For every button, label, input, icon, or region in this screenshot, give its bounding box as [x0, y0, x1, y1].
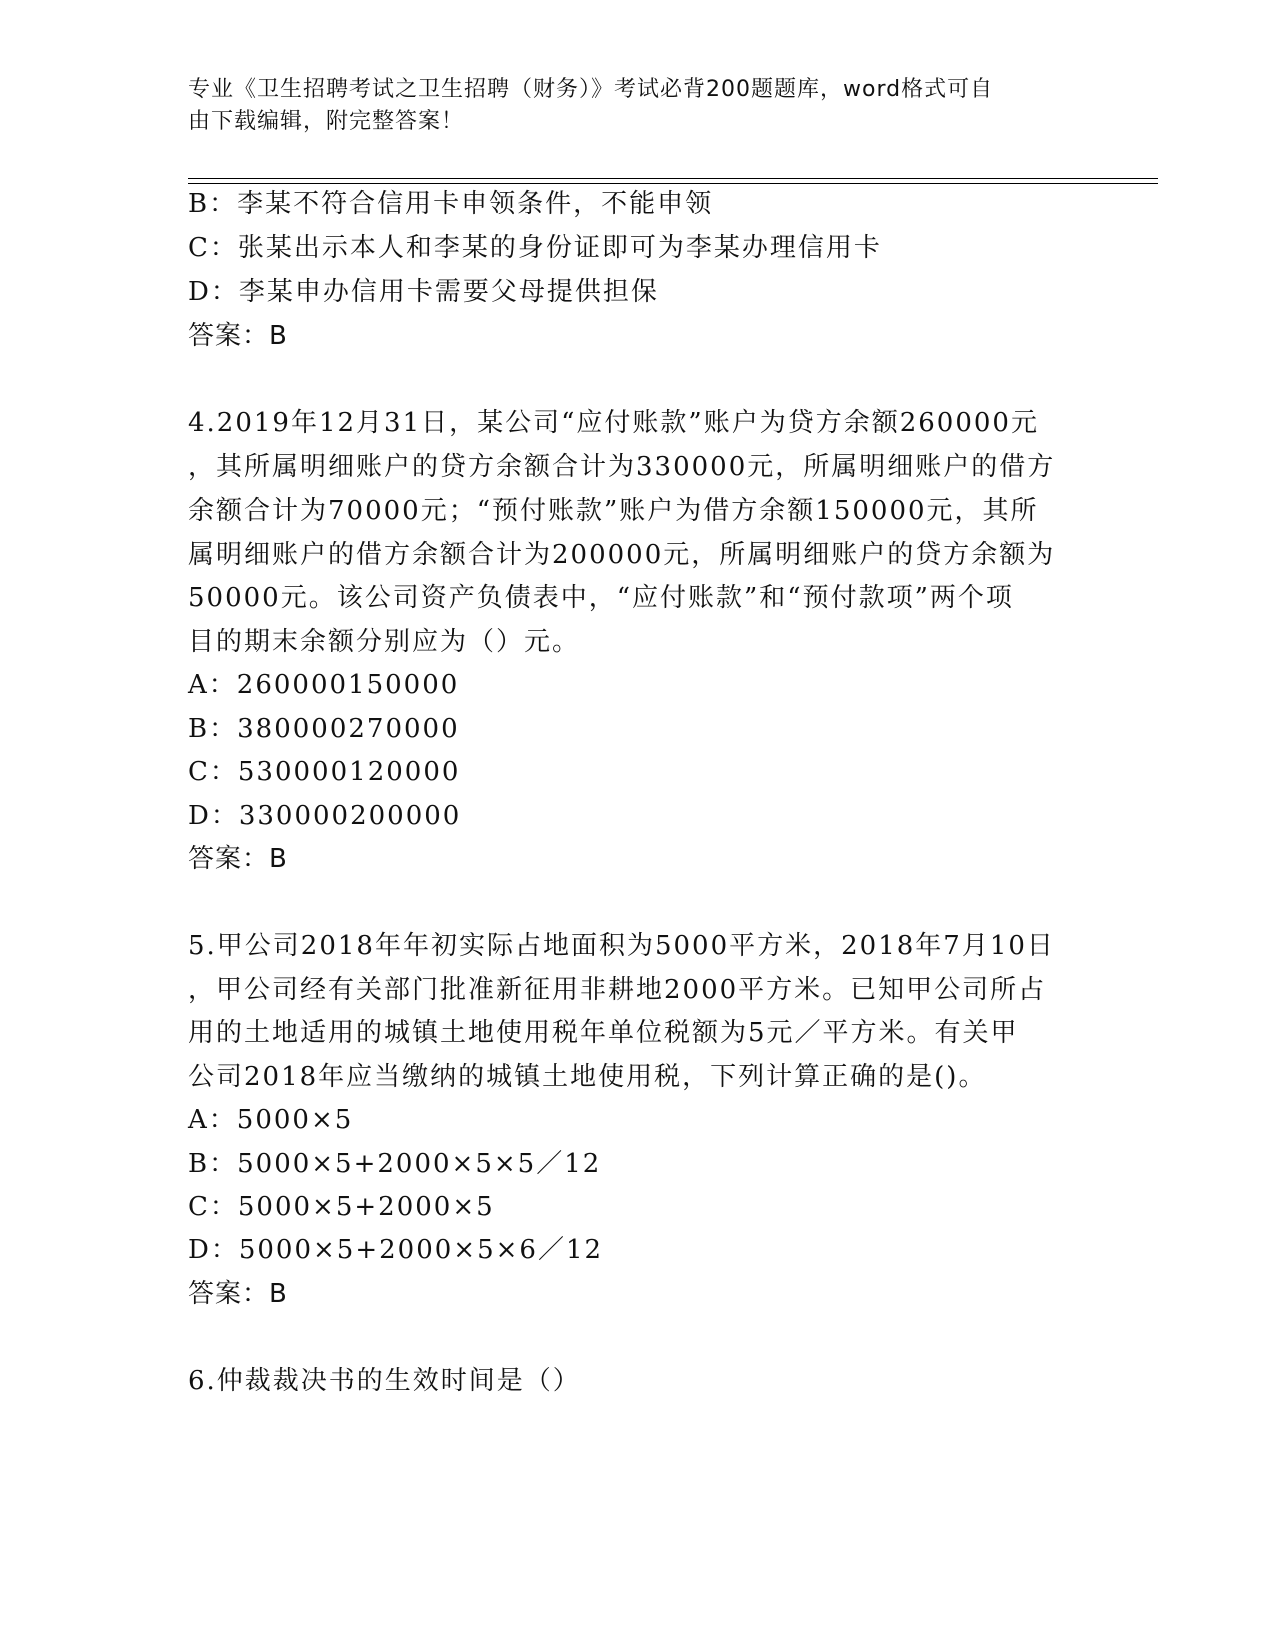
q4-stem-line: 余额合计为70000元；“预付账款”账户为借方余额150000元，其所	[188, 496, 1039, 526]
q4-stem-line: 目的期末余额分别应为（）元。	[188, 627, 581, 657]
q4-option-a: A：260000150000	[188, 670, 460, 700]
q3-option-d: D：李某申办信用卡需要父母提供担保	[188, 277, 659, 307]
document-header	[188, 74, 1088, 138]
header-line-1: 专业《卫生招聘考试之卫生招聘（财务）》考试必背200题题库，word格式可自	[188, 77, 994, 102]
q3-answer: 答案：B	[188, 321, 288, 351]
q4-answer: 答案：B	[188, 844, 288, 874]
q5-answer: 答案：B	[188, 1279, 288, 1309]
q4-option-d: D：330000200000	[188, 801, 462, 831]
q4-stem-line: 4.2019年12月31日，某公司“应付账款”账户为贷方余额260000元	[188, 408, 1039, 438]
q4-stem-line: ，其所属明细账户的贷方余额合计为330000元，所属明细账户的借方	[188, 452, 1056, 482]
q5-option-c: C：5000×5+2000×5	[188, 1192, 495, 1222]
header-line-2: 由下载编辑，附完整答案！	[188, 109, 465, 134]
q3-option-b: B：李某不符合信用卡申领条件，不能申领	[188, 189, 714, 219]
q5-option-b: B：5000×5+2000×5×5／12	[188, 1149, 602, 1179]
q5-option-d: D：5000×5+2000×5×6／12	[188, 1235, 604, 1265]
q3-option-c: C：张某出示本人和李某的身份证即可为李某办理信用卡	[188, 233, 882, 263]
header-rule-bottom	[188, 183, 1158, 184]
q5-stem-line: 公司2018年应当缴纳的城镇土地使用税，下列计算正确的是()。	[188, 1062, 987, 1092]
q6-stem-line: 6.仲裁裁决书的生效时间是（）	[188, 1366, 581, 1396]
q4-option-c: C：530000120000	[188, 757, 461, 787]
q4-stem-line: 50000元。该公司资产负债表中，“应付账款”和“预付款项”两个项	[188, 583, 1014, 613]
q5-stem-line: 用的土地适用的城镇土地使用税年单位税额为5元／平方米。有关甲	[188, 1018, 1019, 1048]
header-rule-top	[188, 178, 1158, 179]
q4-stem-line: 属明细账户的借方余额合计为200000元，所属明细账户的贷方余额为	[188, 540, 1056, 570]
q4-option-b: B：380000270000	[188, 714, 460, 744]
q5-option-a: A：5000×5	[188, 1105, 354, 1135]
q5-stem-line: 5.甲公司2018年年初实际占地面积为5000平方米，2018年7月10日	[188, 931, 1055, 961]
q5-stem-line: ，甲公司经有关部门批准新征用非耕地2000平方米。已知甲公司所占	[188, 975, 1047, 1005]
